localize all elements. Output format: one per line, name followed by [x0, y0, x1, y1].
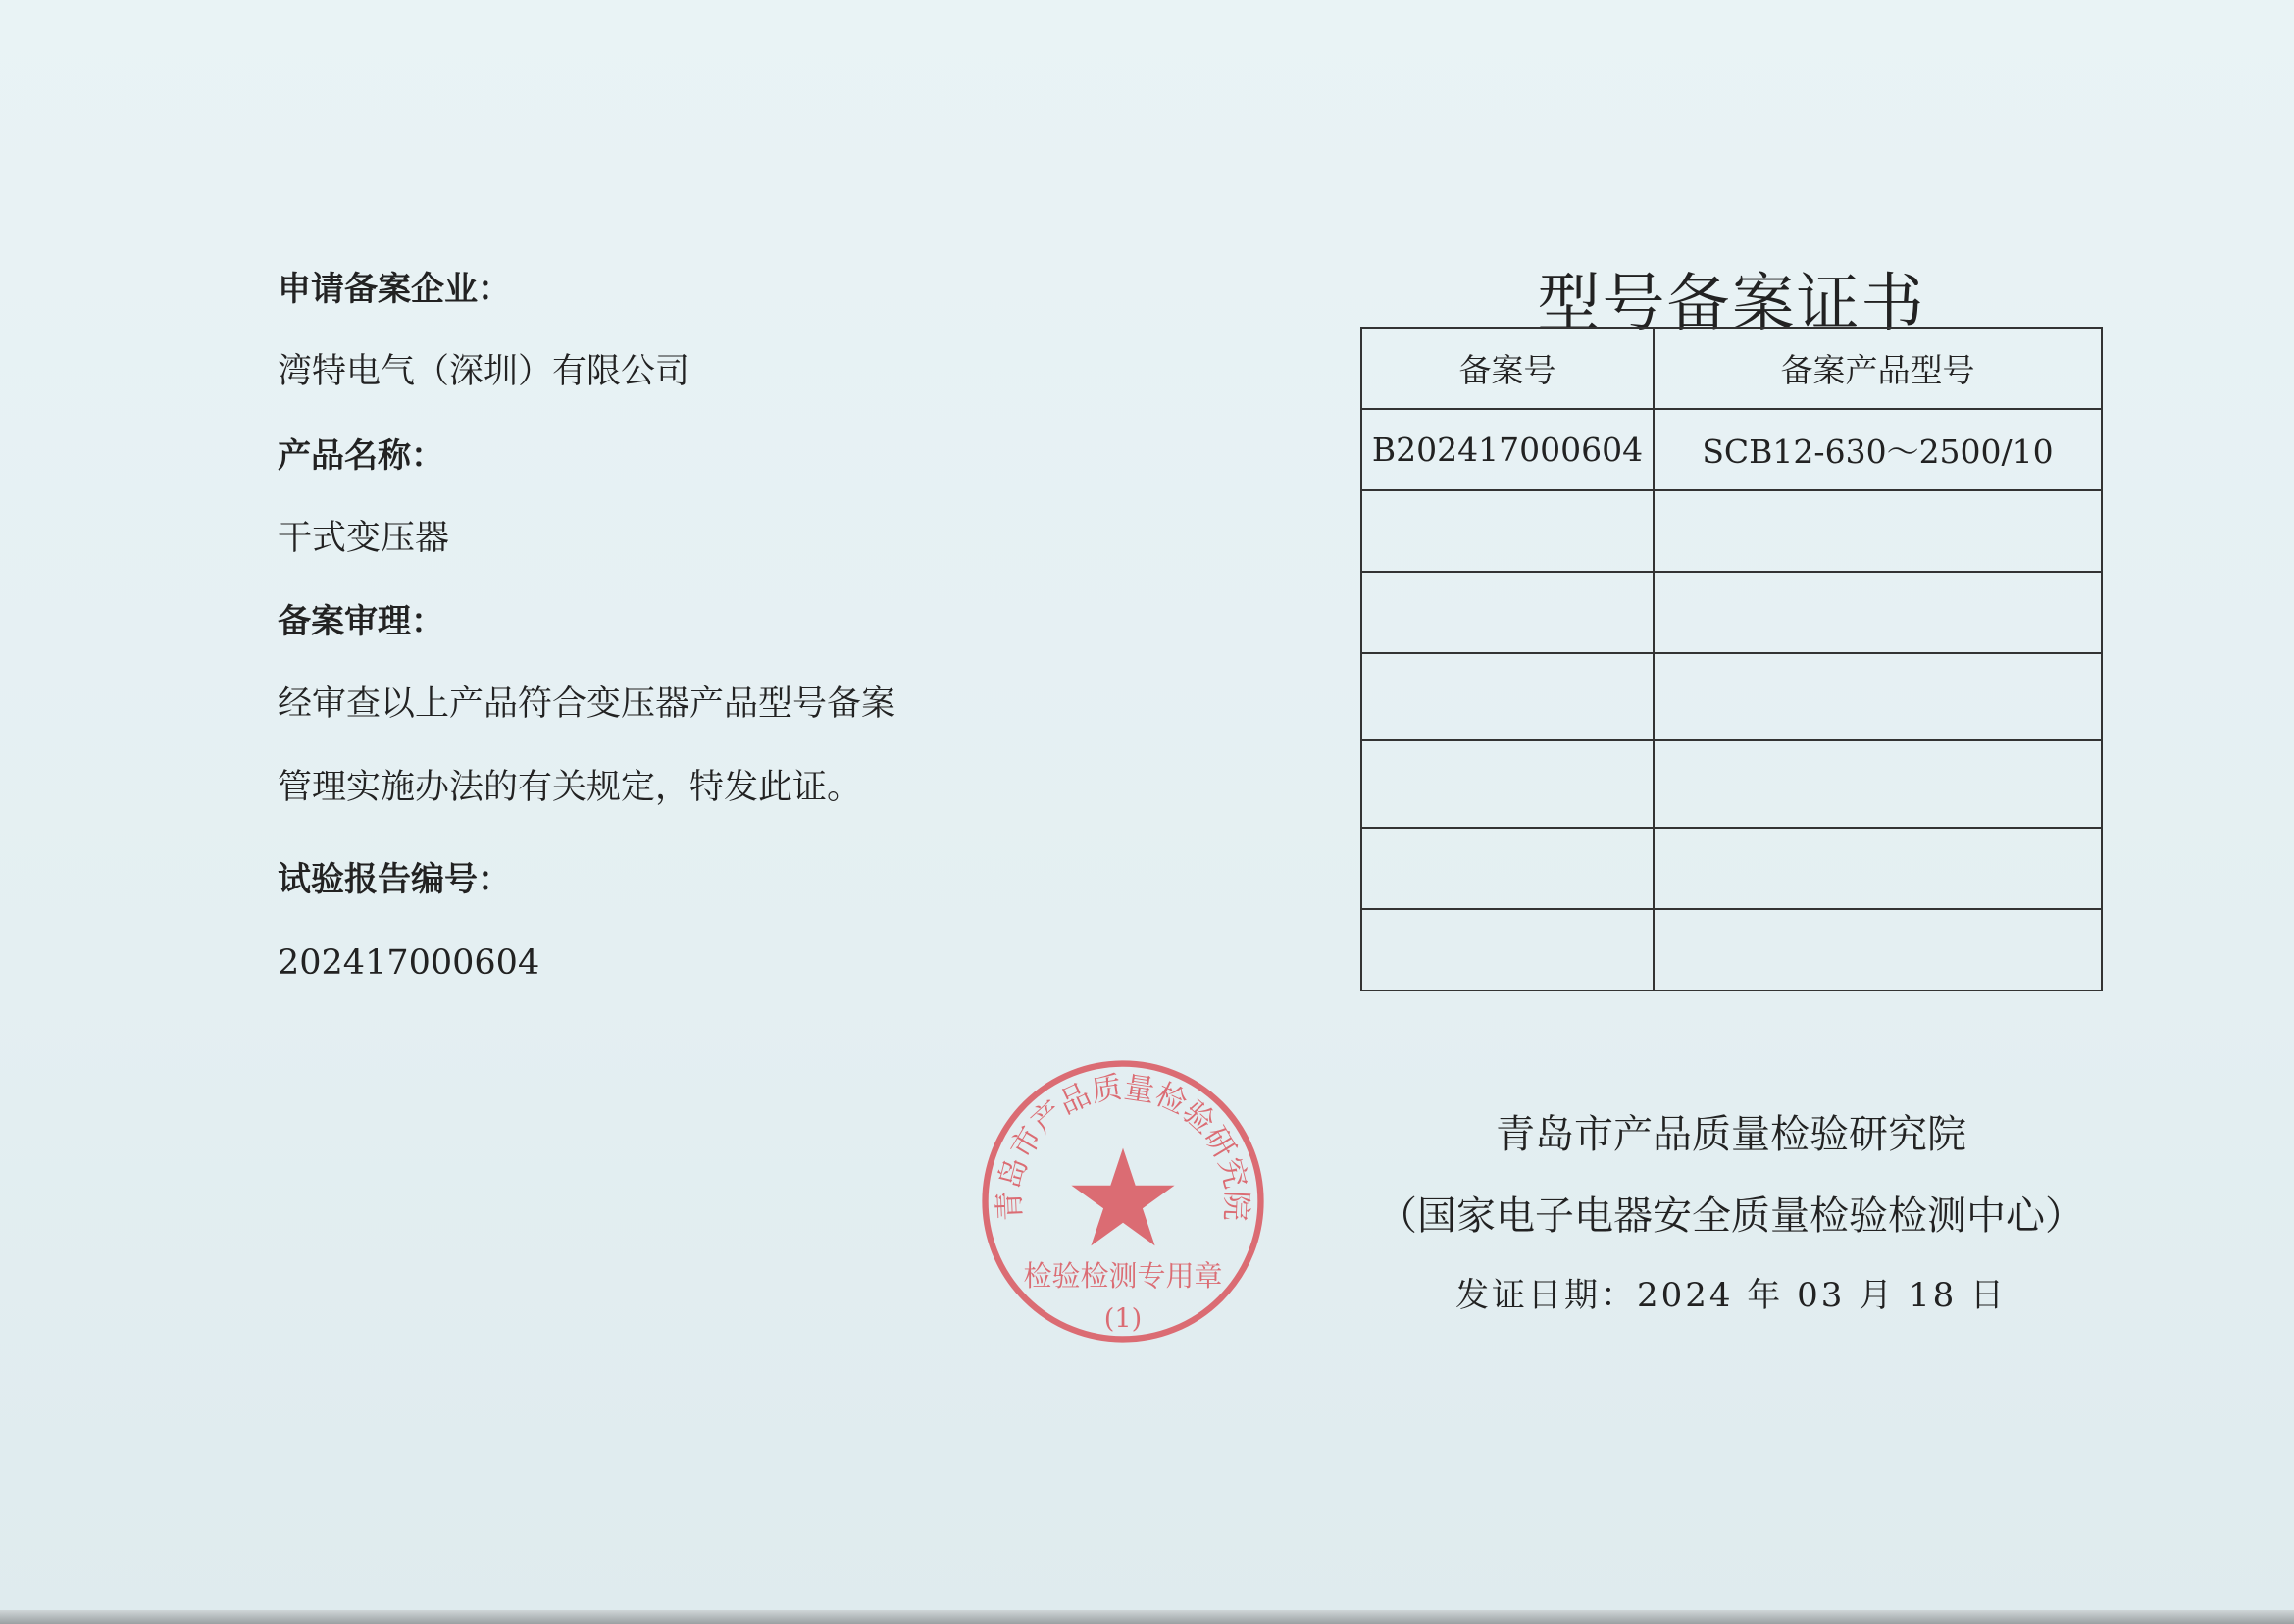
certificate-title: 型号备案证书 — [1537, 268, 1926, 340]
record-no-cell — [1361, 572, 1654, 653]
product-label: 产品名称： — [278, 436, 444, 476]
issuer-subname: （国家电子电器安全质量检验检测中心） — [1378, 1193, 2084, 1239]
issue-date: 发证日期：2024 年 03 月 18 日 — [1454, 1276, 2008, 1315]
stamp-number: (1) — [1103, 1303, 1143, 1335]
record-no-cell — [1361, 828, 1654, 909]
applicant-label: 申请备案企业： — [278, 270, 511, 309]
certificate-table — [1360, 327, 2103, 991]
record-no-cell — [1361, 653, 1654, 740]
record-no-cell: B202417000604 — [1361, 409, 1654, 490]
model-cell — [1654, 653, 2102, 740]
stamp-center-text: 检验检测专用章 — [1023, 1259, 1223, 1294]
header-record-no: 备案号 — [1361, 328, 1654, 409]
model-cell — [1654, 490, 2102, 572]
model-cell — [1654, 740, 2102, 828]
issuer-name: 青岛市产品质量检验研究院 — [1496, 1112, 1966, 1157]
review-line-1: 经审查以上产品符合变压器产品型号备案 — [278, 685, 896, 724]
table-header-row — [1361, 328, 2102, 409]
record-no-cell — [1361, 490, 1654, 572]
model-cell — [1654, 572, 2102, 653]
header-model: 备案产品型号 — [1654, 328, 2102, 409]
table-row — [1361, 740, 2102, 828]
applicant-value: 湾特电气（深圳）有限公司 — [278, 352, 690, 391]
model-cell: SCB12-630～2500/10 — [1654, 409, 2102, 490]
table-row — [1361, 490, 2102, 572]
model-cell — [1654, 828, 2102, 909]
report-label: 试验报告编号： — [278, 860, 511, 899]
record-no-cell — [1361, 909, 1654, 990]
table-row — [1361, 572, 2102, 653]
record-no-cell — [1361, 740, 1654, 828]
product-value: 干式变压器 — [278, 519, 450, 558]
star-icon — [1071, 1148, 1174, 1246]
stamp-arc-text: 青岛市产品质量检验研究院 — [992, 1069, 1254, 1222]
model-cell — [1654, 909, 2102, 990]
review-line-2: 管理实施办法的有关规定，特发此证。 — [278, 768, 862, 807]
table-row — [1361, 653, 2102, 740]
table-row — [1361, 909, 2102, 990]
table-row — [1361, 409, 2102, 490]
review-label: 备案审理： — [278, 602, 444, 641]
table-row — [1361, 828, 2102, 909]
report-value: 202417000604 — [278, 943, 540, 983]
scan-edge — [0, 1610, 2294, 1624]
official-seal-stamp — [981, 1059, 1265, 1344]
